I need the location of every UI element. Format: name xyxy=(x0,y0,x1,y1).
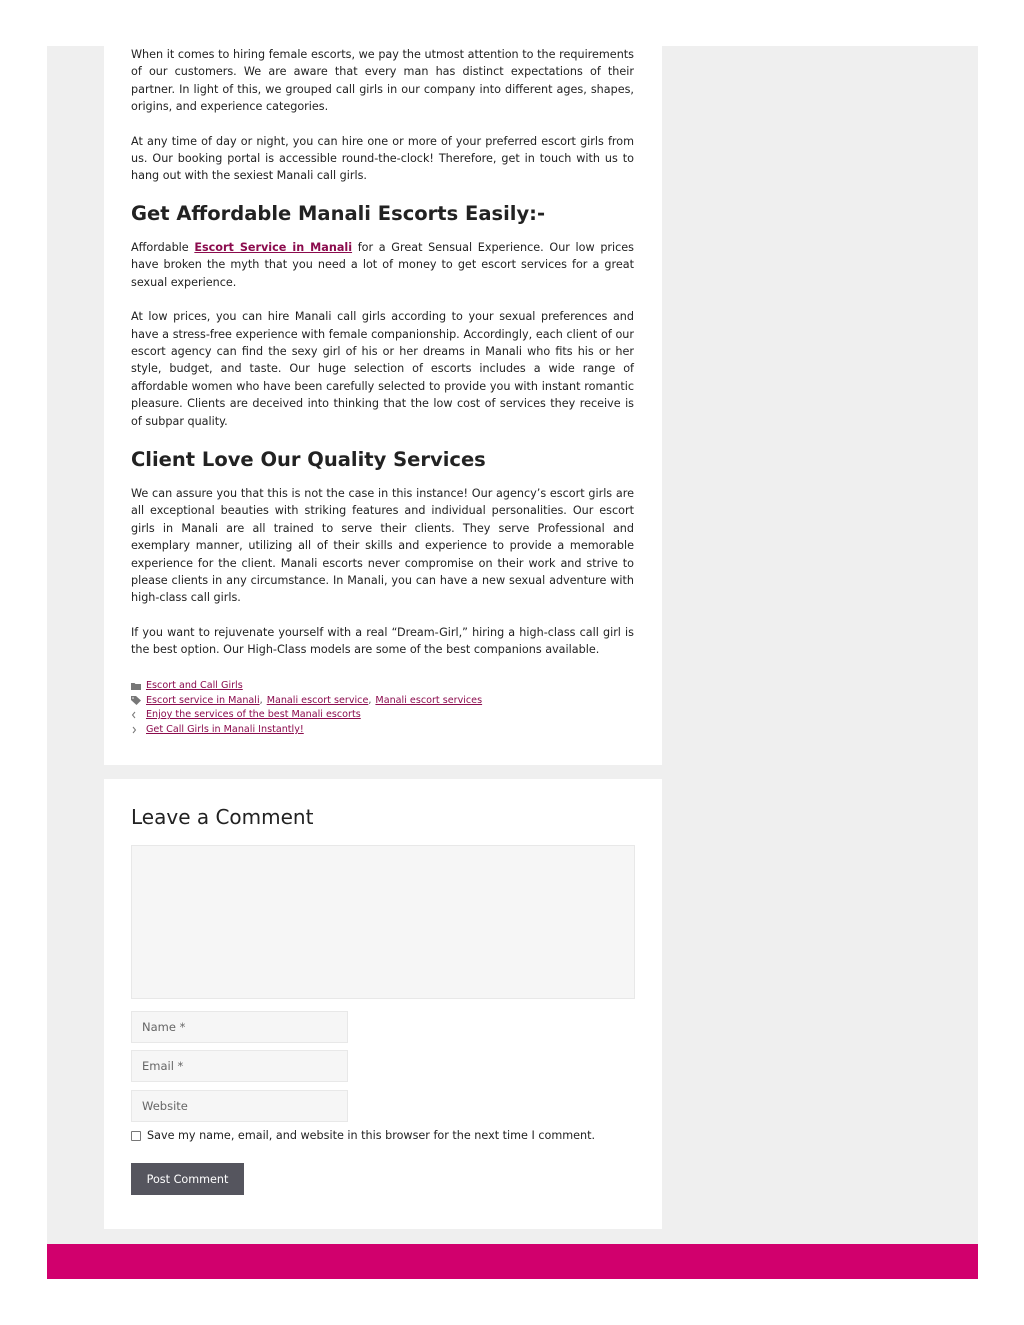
website-input[interactable] xyxy=(131,1090,348,1122)
heading-quality: Client Love Our Quality Services xyxy=(131,448,486,471)
chevron-left-icon xyxy=(131,711,146,719)
affordable-intro-after: for a Great Sensual Experience. Our low prices have broken the myth that you need a lot of money to get escort services for a great sexual experience. xyxy=(131,241,635,289)
footer-bar xyxy=(47,1244,978,1279)
tag-link-3[interactable]: Manali escort services xyxy=(375,694,483,706)
paragraph-affordable-2: At low prices, you can hire Manali call girls according to your sexual preferences and have a stress-free experience with female companionship. Accordingly, each client of our escort agency can find the sexy girl of his or her dreams in Manali who fits his or her style, budget, and taste. Our huge selection of escorts includes a wide range of affordable women who have been carefully selected to provide you with instant romantic pleasure. Clients are deceived into thinking that the low cost of services they receive is of subpar quality. xyxy=(131,310,634,428)
tag-separator: , xyxy=(259,694,263,706)
prev-post-row xyxy=(131,708,634,723)
save-info-label: Save my name, email, and website in this browser for the next time I comment. xyxy=(147,1129,596,1142)
article-body xyxy=(131,46,634,185)
article-card xyxy=(104,46,662,765)
paragraph-intro-2: At any time of day or night, you can hire one or more of your preferred escort girls from us. Our booking portal is accessible round-the-clock! Therefore, get in touch with us to hang out with the sexiest Manali call girls. xyxy=(131,134,634,183)
next-post-link[interactable]: Get Call Girls in Manali Instantly! xyxy=(146,723,304,735)
save-info-checkbox[interactable] xyxy=(131,1131,141,1141)
tag-separator: , xyxy=(368,694,372,706)
tags-row xyxy=(131,694,634,709)
category-row xyxy=(131,679,634,694)
escort-service-link[interactable]: Escort Service in Manali xyxy=(194,241,353,254)
paragraph-affordable-1 xyxy=(131,239,634,291)
tag-icon xyxy=(131,696,146,705)
category-link[interactable]: Escort and Call Girls xyxy=(146,680,243,691)
tag-link-2[interactable]: Manali escort service xyxy=(266,694,369,706)
prev-post-link[interactable]: Enjoy the services of the best Manali escorts xyxy=(146,709,361,721)
paragraph-quality-2: If you want to rejuvenate yourself with a real “Dream-Girl,” hiring a high-class call girl is the best option. Our High-Class models are some of the best companions available. xyxy=(131,625,634,657)
next-post-row xyxy=(131,723,634,738)
paragraph-intro-1: When it comes to hiring female escorts, we pay the utmost attention to the requirements of our customers. We are aware that every man has distinct expectations of their partner. In light of this, we grouped call girls in our company into different ages, shapes, origins, and experience categories. xyxy=(131,48,634,114)
paragraph-quality-1: We can assure you that this is not the case in this instance! Our agency’s escort girls are all exceptional beauties with striking features and individual personalities. Our escort girls in Manali are all trained to serve their clients. They serve Professional and exemplary manner, utilizing all of their skills and experience to provide a memorable experience for the client. Manali escorts never compromise on their work and strive to please clients in any circumstance. In Manali, you can have a new sexual adventure with high-class call girls. xyxy=(131,487,634,605)
affordable-intro-before: Affordable xyxy=(131,241,195,254)
heading-affordable: Get Affordable Manali Escorts Easily:- xyxy=(131,202,546,225)
name-input[interactable] xyxy=(131,1011,348,1043)
leave-comment-title: Leave a Comment xyxy=(131,805,314,829)
tag-link-1[interactable]: Escort service in Manali xyxy=(146,694,260,706)
folder-icon xyxy=(131,682,146,690)
comment-textarea[interactable] xyxy=(131,845,635,999)
post-meta xyxy=(131,679,634,737)
save-info-row xyxy=(131,1129,595,1142)
post-comment-button[interactable]: Post Comment xyxy=(131,1163,244,1195)
email-input[interactable] xyxy=(131,1050,348,1082)
comments-card xyxy=(104,779,662,1229)
chevron-right-icon xyxy=(131,726,146,734)
